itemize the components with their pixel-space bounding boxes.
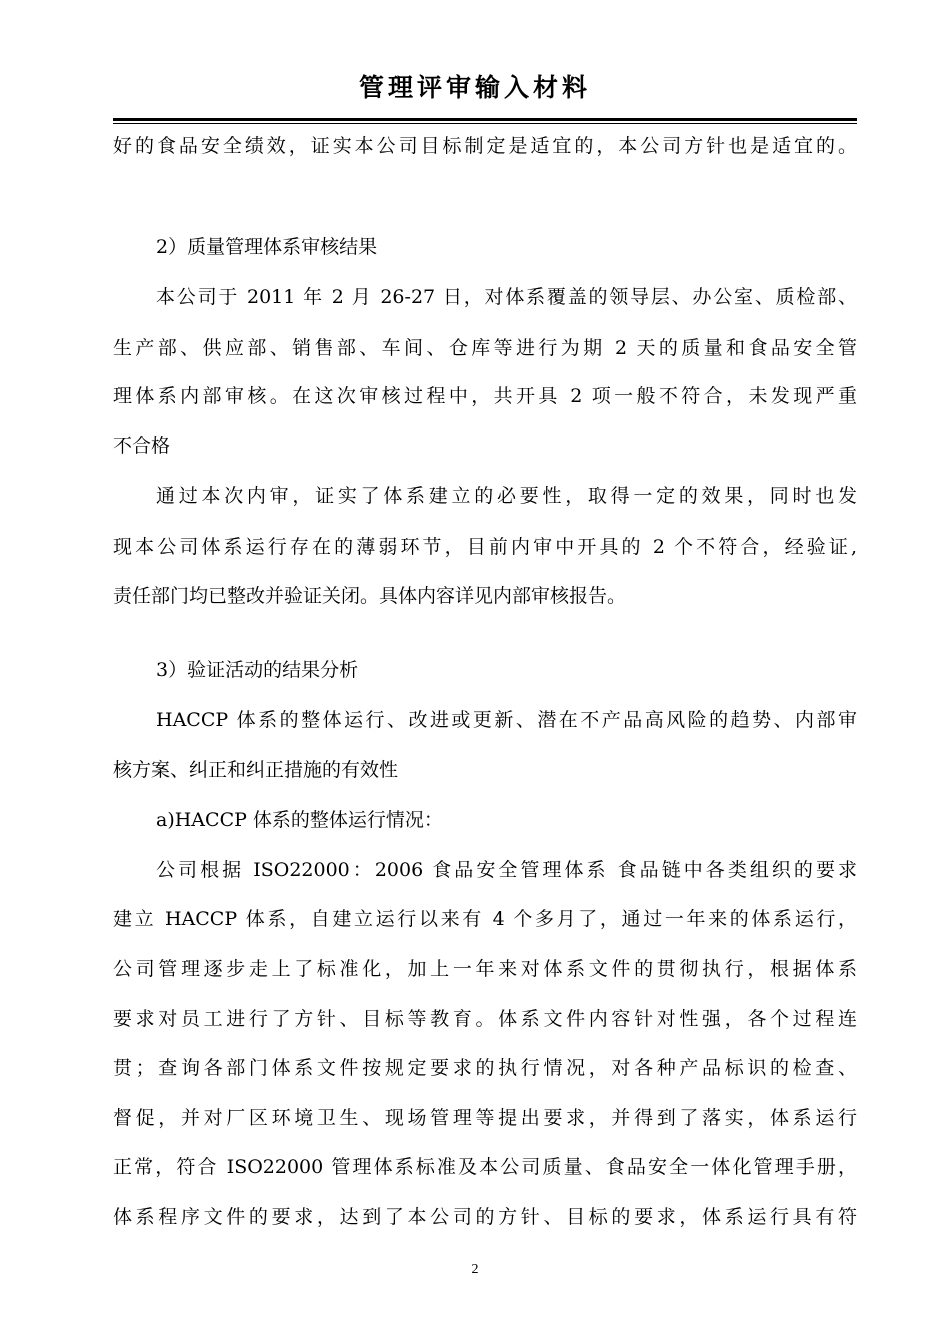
body-line: HACCP 体系的整体运行、改进或更新、潜在不产品高风险的趋势、内部审: [156, 709, 857, 731]
body-line: 好的食品安全绩效，证实本公司目标制定是适宜的，本公司方针也是适宜的。: [113, 135, 857, 157]
body-line: 公司管理逐步走上了标准化，加上一年来对体系文件的贯彻执行，根据体系: [113, 958, 857, 980]
section-heading: 2）质量管理体系审核结果: [156, 236, 378, 258]
body-line: 不合格: [113, 435, 171, 457]
body-line: 正常，符合 ISO22000 管理体系标准及本公司质量、食品安全一体化管理手册，: [113, 1156, 857, 1178]
body-line: 体系程序文件的要求，达到了本公司的方针、目标的要求，体系运行具有符: [113, 1206, 857, 1228]
header-rule: [113, 118, 857, 121]
page-header-title: 管理评审输入材料: [358, 73, 591, 102]
body-line: 现本公司体系运行存在的薄弱环节，目前内审中开具的 2 个不符合，经验证,: [113, 536, 857, 558]
body-line: 责任部门均已整改并验证关闭。具体内容详见内部审核报告。: [113, 585, 627, 607]
body-line: 公司根据 ISO22000：2006 食品安全管理体系 食品链中各类组织的要求: [156, 859, 857, 881]
body-line: 核方案、纠正和纠正措施的有效性: [113, 759, 399, 781]
body-line: 要求对员工进行了方针、目标等教育。体系文件内容针对性强，各个过程连: [113, 1008, 857, 1030]
body-line: 通过本次内审，证实了体系建立的必要性，取得一定的效果，同时也发: [156, 485, 857, 507]
header-rule-thin: [113, 123, 857, 124]
body-line: 生产部、供应部、销售部、车间、仓库等进行为期 2 天的质量和食品安全管: [113, 337, 857, 359]
body-line: 督促，并对厂区环境卫生、现场管理等提出要求，并得到了落实，体系运行: [113, 1107, 857, 1129]
section-heading: 3）验证活动的结果分析: [156, 659, 359, 681]
body-line: 理体系内部审核。在这次审核过程中，共开具 2 项一般不符合，未发现严重: [113, 385, 857, 407]
body-line: 本公司于 2011 年 2 月 26-27 日，对体系覆盖的领导层、办公室、质检部、: [156, 286, 857, 308]
body-line: 建立 HACCP 体系，自建立运行以来有 4 个多月了，通过一年来的体系运行，: [113, 908, 857, 930]
body-line: 贯；查询各部门体系文件按规定要求的执行情况，对各种产品标识的检查、: [113, 1057, 857, 1079]
page-number: 2: [471, 1262, 479, 1277]
subsection-heading: a)HACCP 体系的整体运行情况：: [156, 809, 443, 831]
